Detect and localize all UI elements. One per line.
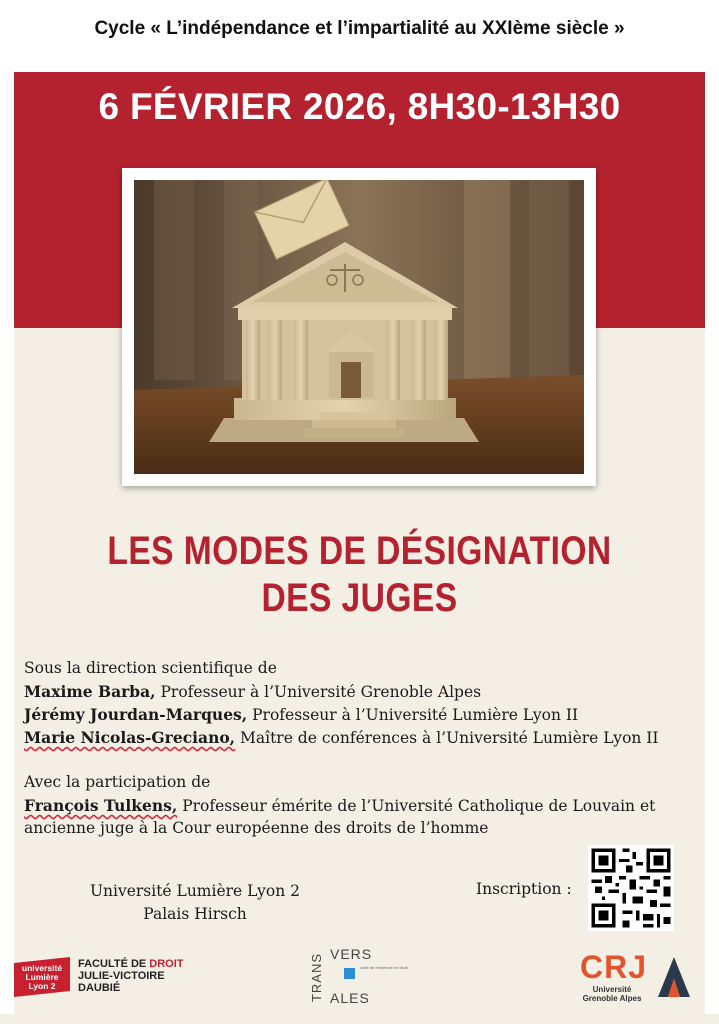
director-3 [24,727,659,749]
venue-name: Université Lumière Lyon 2 [89,882,301,900]
director-2-name: Jérémy Jourdan-Marques, [24,705,248,724]
participant-role: Professeur émérite de l’Université Catholique de Louvain et [177,797,656,815]
bottom-edge [0,1014,719,1024]
registration-label: Inscription : [476,880,572,898]
director-1-name: Maxime Barba, [24,682,156,701]
participant [24,795,655,817]
transversales-logo: TRANS VERS unité de recherche en droit ALES [309,946,408,1006]
direction-intro: Sous la direction scientifique de [24,659,277,677]
crj-logo: CRJ Université Grenoble Alpes [572,947,692,1007]
director-3-name: Marie Nicolas-Greciano, [24,728,236,747]
event-date: 6 FÉVRIER 2026, 8H30-13H30 [98,86,621,127]
event-title [69,528,649,622]
venue-room: Palais Hirsch [143,905,247,923]
participation-intro: Avec la participation de [24,773,211,791]
blue-square-icon [344,968,355,979]
courthouse-photo [122,168,596,486]
director-3-role: Maître de conférences à l’Université Lumière Lyon II [235,729,659,747]
director-2-role: Professeur à l’Université Lumière Lyon II [247,706,579,724]
mountain-icon [658,955,690,999]
faculty-logo: FACULTÉ DE DROIT JULIE-VICTOIRE DAUBIÉ [78,958,184,994]
cycle-heading: Cycle « L’indépendance et l’impartialité au XXIème siècle » [94,18,625,39]
director-1 [24,681,481,703]
title-line-1: LES MODES DE DÉSIGNATION [107,529,612,573]
venue [70,880,320,926]
courthouse-illustration [134,180,584,474]
registration-qr-code[interactable] [588,845,674,931]
title-line-2: DES JUGES [261,576,458,620]
participant-role-continued: ancienne juge à la Cour européenne des droits de l’homme [24,819,489,837]
participant-name: François Tulkens, [24,796,178,815]
director-2 [24,704,578,726]
director-1-role: Professeur à l’Université Grenoble Alpes [155,683,482,701]
